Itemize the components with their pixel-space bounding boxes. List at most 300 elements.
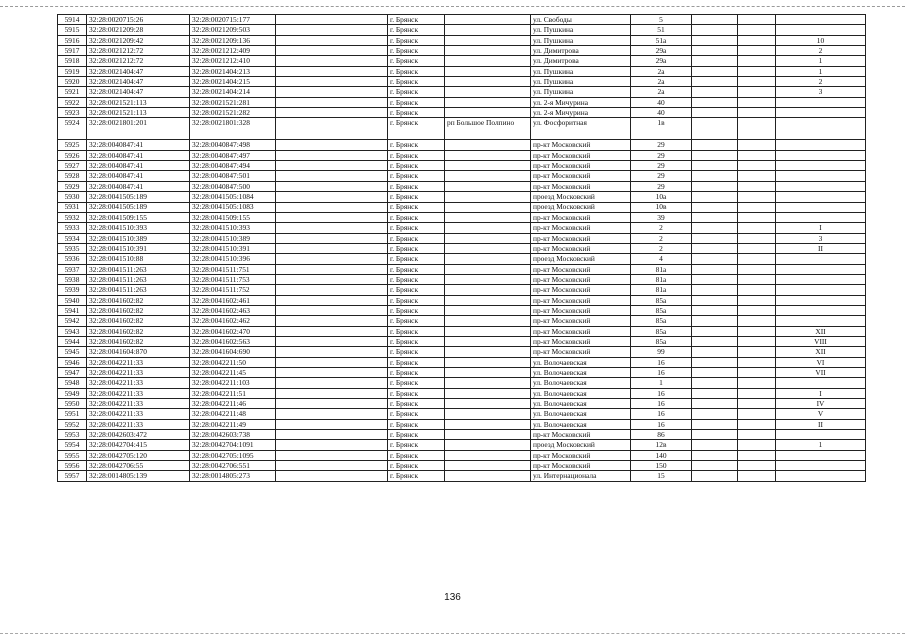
structure-cell [738, 56, 776, 66]
settlement-cell [445, 15, 531, 25]
city-cell: г. Брянск [388, 285, 445, 295]
building-cell [692, 233, 738, 243]
record-number-cell: 5935 [58, 243, 87, 253]
city-cell: г. Брянск [388, 212, 445, 222]
street-cell: ул. Волочаевская [531, 357, 631, 367]
city-cell: г. Брянск [388, 181, 445, 191]
city-cell: г. Брянск [388, 274, 445, 284]
cadastral-block-cell: 32:28:0040847:41 [87, 181, 190, 191]
structure-cell [738, 150, 776, 160]
city-cell: г. Брянск [388, 461, 445, 471]
building-cell [692, 25, 738, 35]
record-number-cell: 5943 [58, 326, 87, 336]
cadastral-block-cell: 32:28:0021404:47 [87, 87, 190, 97]
settlement-cell [445, 347, 531, 357]
city-cell: г. Брянск [388, 243, 445, 253]
street-cell: пр-кт Московский [531, 305, 631, 315]
structure-cell [738, 388, 776, 398]
structure-cell [738, 419, 776, 429]
unit-cell: 3 [776, 87, 866, 97]
city-cell: г. Брянск [388, 305, 445, 315]
city-cell: г. Брянск [388, 56, 445, 66]
cadastral-block-cell: 32:28:0041510:389 [87, 233, 190, 243]
street-cell: пр-кт Московский [531, 212, 631, 222]
record-number-cell: 5947 [58, 368, 87, 378]
cadastral-block-cell: 32:28:0041509:155 [87, 212, 190, 222]
structure-cell [738, 440, 776, 450]
street-cell: ул. Интернационала [531, 471, 631, 481]
blank-col-cell [276, 285, 388, 295]
cadastral-block-cell: 32:28:0021212:72 [87, 56, 190, 66]
structure-cell [738, 87, 776, 97]
blank-col-cell [276, 316, 388, 326]
blank-col-cell [276, 212, 388, 222]
blank-col-cell [276, 326, 388, 336]
street-cell: ул. Димитрова [531, 56, 631, 66]
table-row [58, 409, 866, 419]
cadastral-number-cell: 32:28:0042704:1091 [190, 440, 276, 450]
structure-cell [738, 171, 776, 181]
blank-col-cell [276, 118, 388, 140]
record-number-cell: 5944 [58, 336, 87, 346]
cadastral-number-cell: 32:28:0021521:282 [190, 108, 276, 118]
city-cell: г. Брянск [388, 25, 445, 35]
unit-cell [776, 212, 866, 222]
blank-col-cell [276, 471, 388, 481]
blank-col-cell [276, 56, 388, 66]
house-cell: 10в [631, 202, 692, 212]
structure-cell [738, 77, 776, 87]
unit-cell [776, 285, 866, 295]
settlement-cell [445, 264, 531, 274]
house-cell: 2а [631, 87, 692, 97]
blank-col-cell [276, 15, 388, 25]
settlement-cell [445, 140, 531, 150]
record-number-cell: 5929 [58, 181, 87, 191]
cadastral-number-cell: 32:28:0041604:690 [190, 347, 276, 357]
cadastral-block-cell: 32:28:0042211:33 [87, 368, 190, 378]
unit-cell [776, 202, 866, 212]
cadastral-number-cell: 32:28:0021404:214 [190, 87, 276, 97]
table-row [58, 171, 866, 181]
table-row [58, 461, 866, 471]
cadastral-block-cell: 32:28:0042211:33 [87, 388, 190, 398]
street-cell: пр-кт Московский [531, 285, 631, 295]
structure-cell [738, 399, 776, 409]
building-cell [692, 368, 738, 378]
city-cell: г. Брянск [388, 108, 445, 118]
record-number-cell: 5951 [58, 409, 87, 419]
settlement-cell [445, 378, 531, 388]
settlement-cell [445, 450, 531, 460]
structure-cell [738, 357, 776, 367]
house-cell: 16 [631, 409, 692, 419]
cadastral-number-cell: 32:28:0040847:501 [190, 171, 276, 181]
structure-cell [738, 450, 776, 460]
settlement-cell [445, 368, 531, 378]
street-cell: пр-кт Московский [531, 430, 631, 440]
cadastral-block-cell: 32:28:0041604:870 [87, 347, 190, 357]
settlement-cell [445, 161, 531, 171]
unit-cell: I [776, 223, 866, 233]
structure-cell [738, 15, 776, 25]
page-number: 136 [444, 592, 461, 603]
cadastral-number-cell: 32:28:0041602:462 [190, 316, 276, 326]
cadastral-number-cell: 32:28:0021404:215 [190, 77, 276, 87]
cadastral-block-cell: 32:28:0040847:41 [87, 161, 190, 171]
cadastral-number-cell: 32:28:0041510:396 [190, 254, 276, 264]
unit-cell: II [776, 243, 866, 253]
table-row [58, 347, 866, 357]
building-cell [692, 56, 738, 66]
house-cell: 150 [631, 461, 692, 471]
record-number-cell: 5937 [58, 264, 87, 274]
street-cell: пр-кт Московский [531, 161, 631, 171]
settlement-cell [445, 212, 531, 222]
unit-cell [776, 450, 866, 460]
cadastral-number-cell: 32:28:0042211:51 [190, 388, 276, 398]
building-cell [692, 347, 738, 357]
blank-col-cell [276, 388, 388, 398]
street-cell: проезд Московский [531, 440, 631, 450]
settlement-cell [445, 192, 531, 202]
record-number-cell: 5939 [58, 285, 87, 295]
cadastral-block-cell: 32:28:0041505:189 [87, 192, 190, 202]
street-cell: пр-кт Московский [531, 150, 631, 160]
record-number-cell: 5938 [58, 274, 87, 284]
building-cell [692, 223, 738, 233]
city-cell: г. Брянск [388, 409, 445, 419]
street-cell: ул. 2-я Мичурина [531, 97, 631, 107]
cadastral-number-cell: 32:28:0041511:753 [190, 274, 276, 284]
blank-col-cell [276, 140, 388, 150]
structure-cell [738, 181, 776, 191]
cadastral-number-cell: 32:28:0021404:213 [190, 66, 276, 76]
blank-col-cell [276, 430, 388, 440]
settlement-cell [445, 97, 531, 107]
cadastral-block-cell: 32:28:0021209:42 [87, 35, 190, 45]
cadastral-block-cell: 32:28:0041602:82 [87, 316, 190, 326]
settlement-cell [445, 274, 531, 284]
building-cell [692, 171, 738, 181]
blank-col-cell [276, 66, 388, 76]
street-cell: ул. Пушкина [531, 66, 631, 76]
structure-cell [738, 316, 776, 326]
settlement-cell [445, 202, 531, 212]
city-cell: г. Брянск [388, 46, 445, 56]
cadastral-number-cell: 32:28:0041511:752 [190, 285, 276, 295]
city-cell: г. Брянск [388, 316, 445, 326]
house-cell: 29 [631, 140, 692, 150]
unit-cell: VII [776, 368, 866, 378]
table-row [58, 243, 866, 253]
structure-cell [738, 233, 776, 243]
record-number-cell: 5945 [58, 347, 87, 357]
table-row [58, 56, 866, 66]
building-cell [692, 305, 738, 315]
cadastral-number-cell: 32:28:0021212:409 [190, 46, 276, 56]
cadastral-number-cell: 32:28:0021801:328 [190, 118, 276, 140]
street-cell: пр-кт Московский [531, 450, 631, 460]
unit-cell [776, 150, 866, 160]
street-cell: пр-кт Московский [531, 336, 631, 346]
house-cell: 85а [631, 336, 692, 346]
settlement-cell [445, 25, 531, 35]
house-cell: 2 [631, 243, 692, 253]
table-row [58, 66, 866, 76]
record-number-cell: 5954 [58, 440, 87, 450]
city-cell: г. Брянск [388, 357, 445, 367]
unit-cell [776, 161, 866, 171]
record-number-cell: 5941 [58, 305, 87, 315]
unit-cell: XII [776, 347, 866, 357]
blank-col-cell [276, 35, 388, 45]
building-cell [692, 66, 738, 76]
record-number-cell: 5925 [58, 140, 87, 150]
cadastral-number-cell: 32:28:0021521:281 [190, 97, 276, 107]
settlement-cell [445, 461, 531, 471]
building-cell [692, 440, 738, 450]
table-row [58, 233, 866, 243]
building-cell [692, 316, 738, 326]
blank-col-cell [276, 243, 388, 253]
structure-cell [738, 97, 776, 107]
cadastral-block-cell: 32:28:0021521:113 [87, 97, 190, 107]
unit-cell [776, 430, 866, 440]
table-row [58, 202, 866, 212]
structure-cell [738, 326, 776, 336]
unit-cell [776, 15, 866, 25]
blank-col-cell [276, 46, 388, 56]
cadastral-block-cell: 32:28:0041505:189 [87, 202, 190, 212]
cadastral-block-cell: 32:28:0042211:33 [87, 409, 190, 419]
table-row [58, 254, 866, 264]
structure-cell [738, 161, 776, 171]
cadastral-number-cell: 32:28:0042603:738 [190, 430, 276, 440]
house-cell: 2а [631, 66, 692, 76]
city-cell: г. Брянск [388, 192, 445, 202]
structure-cell [738, 66, 776, 76]
house-cell: 81а [631, 285, 692, 295]
blank-col-cell [276, 25, 388, 35]
cadastral-number-cell: 32:28:0041602:463 [190, 305, 276, 315]
unit-cell: 10 [776, 35, 866, 45]
blank-col-cell [276, 161, 388, 171]
house-cell: 99 [631, 347, 692, 357]
street-cell: пр-кт Московский [531, 264, 631, 274]
cadastral-block-cell: 32:28:0042211:33 [87, 378, 190, 388]
city-cell: г. Брянск [388, 440, 445, 450]
building-cell [692, 46, 738, 56]
table-row [58, 419, 866, 429]
settlement-cell [445, 430, 531, 440]
city-cell: г. Брянск [388, 97, 445, 107]
unit-cell [776, 461, 866, 471]
cadastral-number-cell: 32:28:0041602:563 [190, 336, 276, 346]
building-cell [692, 97, 738, 107]
blank-col-cell [276, 97, 388, 107]
blank-col-cell [276, 368, 388, 378]
table-row [58, 161, 866, 171]
table-row [58, 77, 866, 87]
table-row [58, 108, 866, 118]
settlement-cell [445, 440, 531, 450]
blank-col-cell [276, 409, 388, 419]
street-cell: ул. Волочаевская [531, 419, 631, 429]
city-cell: г. Брянск [388, 77, 445, 87]
blank-col-cell [276, 305, 388, 315]
structure-cell [738, 140, 776, 150]
structure-cell [738, 430, 776, 440]
city-cell: г. Брянск [388, 326, 445, 336]
building-cell [692, 336, 738, 346]
city-cell: г. Брянск [388, 378, 445, 388]
record-number-cell: 5915 [58, 25, 87, 35]
city-cell: г. Брянск [388, 264, 445, 274]
building-cell [692, 192, 738, 202]
unit-cell [776, 264, 866, 274]
record-number-cell: 5950 [58, 399, 87, 409]
cadastral-block-cell: 32:28:0020715:26 [87, 15, 190, 25]
cadastral-number-cell: 32:28:0040847:497 [190, 150, 276, 160]
table-row [58, 430, 866, 440]
record-number-cell: 5956 [58, 461, 87, 471]
building-cell [692, 285, 738, 295]
record-number-cell: 5917 [58, 46, 87, 56]
blank-col-cell [276, 357, 388, 367]
cadastral-block-cell: 32:28:0041602:82 [87, 305, 190, 315]
unit-cell [776, 25, 866, 35]
house-cell: 2а [631, 77, 692, 87]
settlement-cell [445, 357, 531, 367]
blank-col-cell [276, 223, 388, 233]
street-cell: пр-кт Московский [531, 461, 631, 471]
structure-cell [738, 305, 776, 315]
building-cell [692, 399, 738, 409]
building-cell [692, 295, 738, 305]
table-row [58, 316, 866, 326]
unit-cell [776, 140, 866, 150]
city-cell: г. Брянск [388, 254, 445, 264]
record-number-cell: 5923 [58, 108, 87, 118]
building-cell [692, 430, 738, 440]
unit-cell: XII [776, 326, 866, 336]
city-cell: г. Брянск [388, 202, 445, 212]
record-number-cell: 5919 [58, 66, 87, 76]
unit-cell [776, 471, 866, 481]
record-number-cell: 5920 [58, 77, 87, 87]
settlement-cell [445, 419, 531, 429]
structure-cell [738, 409, 776, 419]
record-number-cell: 5948 [58, 378, 87, 388]
record-number-cell: 5918 [58, 56, 87, 66]
table-row [58, 440, 866, 450]
blank-col-cell [276, 264, 388, 274]
table-row [58, 118, 866, 140]
table-row [58, 46, 866, 56]
street-cell: ул. Пушкина [531, 77, 631, 87]
house-cell: 2 [631, 223, 692, 233]
blank-col-cell [276, 202, 388, 212]
street-cell: пр-кт Московский [531, 274, 631, 284]
blank-col-cell [276, 233, 388, 243]
cadastral-number-cell: 32:28:0041602:461 [190, 295, 276, 305]
building-cell [692, 35, 738, 45]
cadastral-number-cell: 32:28:0042211:46 [190, 399, 276, 409]
table-row [58, 326, 866, 336]
street-cell: пр-кт Московский [531, 347, 631, 357]
scan-edge-bottom [0, 633, 905, 634]
building-cell [692, 357, 738, 367]
cadastral-block-cell: 32:28:0042211:33 [87, 357, 190, 367]
settlement-cell [445, 87, 531, 97]
table-row [58, 368, 866, 378]
city-cell: г. Брянск [388, 419, 445, 429]
structure-cell [738, 285, 776, 295]
street-cell: ул. Пушкина [531, 35, 631, 45]
cadastral-block-cell: 32:28:0040847:41 [87, 171, 190, 181]
table-row [58, 399, 866, 409]
settlement-cell [445, 35, 531, 45]
house-cell: 16 [631, 357, 692, 367]
record-number-cell: 5930 [58, 192, 87, 202]
table-row [58, 25, 866, 35]
cadastral-block-cell: 32:28:0021801:201 [87, 118, 190, 140]
city-cell: г. Брянск [388, 118, 445, 140]
building-cell [692, 161, 738, 171]
record-number-cell: 5953 [58, 430, 87, 440]
building-cell [692, 274, 738, 284]
cadastral-block-cell: 32:28:0041510:391 [87, 243, 190, 253]
table-row [58, 378, 866, 388]
street-cell: пр-кт Московский [531, 316, 631, 326]
cadastral-number-cell: 32:28:0041511:751 [190, 264, 276, 274]
cadastral-block-cell: 32:28:0021404:47 [87, 66, 190, 76]
cadastral-number-cell: 32:28:0014805:273 [190, 471, 276, 481]
city-cell: г. Брянск [388, 399, 445, 409]
cadastral-number-cell: 32:28:0041510:393 [190, 223, 276, 233]
table-row [58, 223, 866, 233]
cadastral-number-cell: 32:28:0040847:500 [190, 181, 276, 191]
settlement-cell [445, 471, 531, 481]
house-cell: 12в [631, 440, 692, 450]
blank-col-cell [276, 461, 388, 471]
settlement-cell [445, 171, 531, 181]
street-cell: пр-кт Московский [531, 181, 631, 191]
house-cell: 10а [631, 192, 692, 202]
city-cell: г. Брянск [388, 450, 445, 460]
cadastral-number-cell: 32:28:0041510:389 [190, 233, 276, 243]
unit-cell: I [776, 388, 866, 398]
cadastral-block-cell: 32:28:0041511:263 [87, 285, 190, 295]
table-row [58, 471, 866, 481]
settlement-cell [445, 336, 531, 346]
cadastral-block-cell: 32:28:0042603:472 [87, 430, 190, 440]
cadastral-block-cell: 32:28:0040847:41 [87, 150, 190, 160]
blank-col-cell [276, 274, 388, 284]
table-row [58, 140, 866, 150]
table-row [58, 305, 866, 315]
unit-cell: IV [776, 399, 866, 409]
house-cell: 5 [631, 15, 692, 25]
house-cell: 81а [631, 264, 692, 274]
city-cell: г. Брянск [388, 161, 445, 171]
street-cell: пр-кт Московский [531, 233, 631, 243]
street-cell: ул. Пушкина [531, 25, 631, 35]
table-row [58, 388, 866, 398]
blank-col-cell [276, 419, 388, 429]
structure-cell [738, 25, 776, 35]
